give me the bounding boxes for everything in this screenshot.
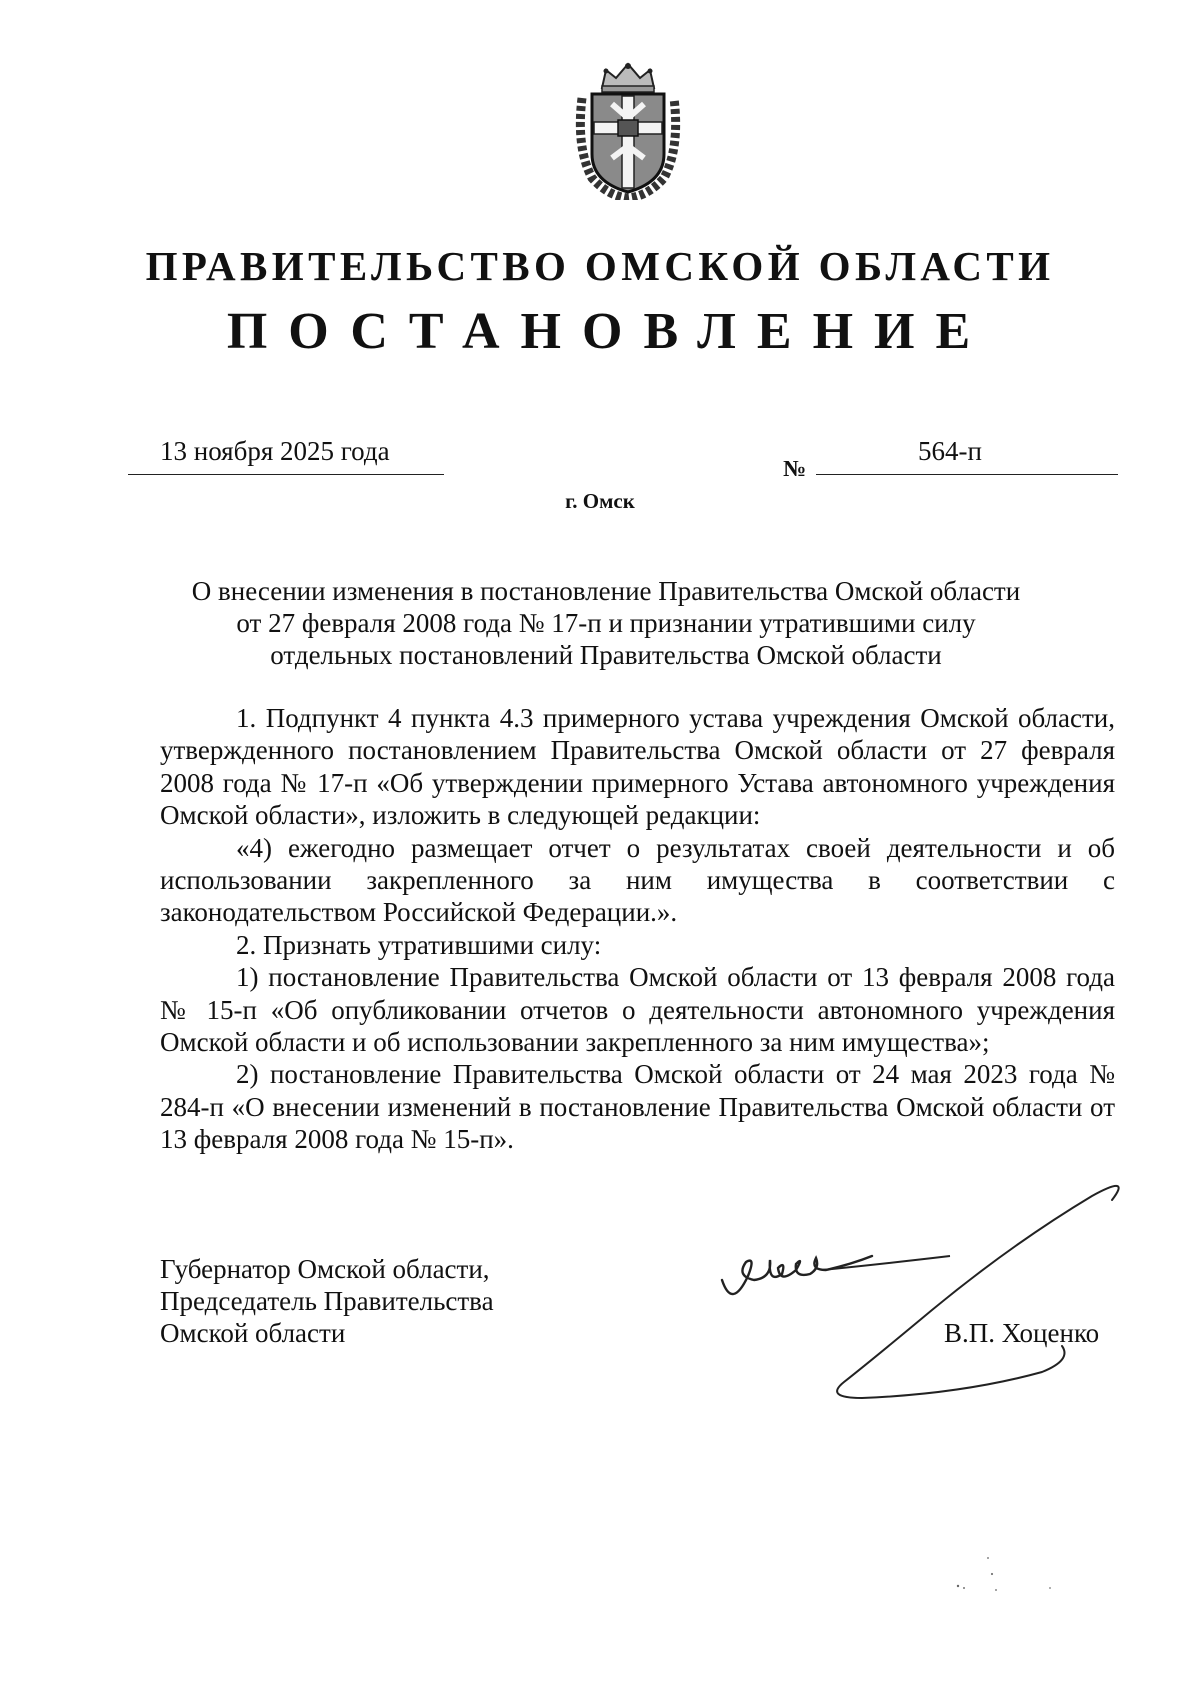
document-subject (160, 575, 1052, 671)
number-sign: № (783, 456, 807, 481)
paragraph-2: 2. Признать утратившими силу: (236, 929, 602, 960)
subject-line: отдельных постановлений Правительства Омской области (270, 640, 942, 670)
subject-line: от 27 февраля 2008 года № 17-п и признании утратившими силу (236, 608, 976, 638)
scan-artifact (938, 1548, 1058, 1598)
subject-line: О внесении изменения в постановление Правительства Омской области (191, 576, 1021, 606)
document-body (160, 702, 1115, 1156)
organization-title: ПРАВИТЕЛЬСТВО ОМСКОЙ ОБЛАСТИ (145, 243, 1055, 289)
paragraph-2-item-1: 1) постановление Правительства Омской области от 13 февраля 2008 года № 15-п «Об опубликовании отчетов о деятельности автономного учреждения Омской области и об использовании закрепленного за ним имущества»; (160, 962, 1115, 1058)
handwritten-signature-icon (712, 1160, 1142, 1400)
signatory-title-line: Председатель Правительства (160, 1286, 494, 1316)
coat-of-arms-icon (572, 58, 684, 200)
signatory-name: В.П. Хоценко (944, 1318, 1100, 1348)
signatory-title-line: Омской области (160, 1318, 346, 1348)
signatory-title (160, 1253, 494, 1349)
number-line (816, 436, 1118, 475)
date-line (128, 436, 444, 475)
city-label: г. Омск (565, 489, 635, 513)
paragraph-2-item-2: 2) постановление Правительства Омской области от 24 мая 2023 года № 284-п «О внесении изменений в постановление Правительства Омской области от 13 февраля 2008 года № 15-п». (160, 1059, 1115, 1155)
paragraph-1: 1. Подпункт 4 пункта 4.3 примерного устава учреждения Омской области, утвержденного постановлением Правительства Омской области от 27 февраля 2008 года № 17-п «Об утверждении примерного Устава автономного учреждения Омской области», изложить в следующей редакции: (160, 703, 1115, 831)
document-date: 13 ноября 2025 года (160, 436, 390, 466)
document-number: 564-п (918, 436, 982, 466)
document-type-title: ПОСТАНОВЛЕНИЕ (226, 303, 992, 360)
signatory-title-line: Губернатор Омской области, (160, 1254, 490, 1284)
paragraph-1-quote: «4) ежегодно размещает отчет о результатах своей деятельности и об использовании закрепленного за ним имущества в соответствии с законодательством Российской Федерации.». (160, 832, 1115, 928)
